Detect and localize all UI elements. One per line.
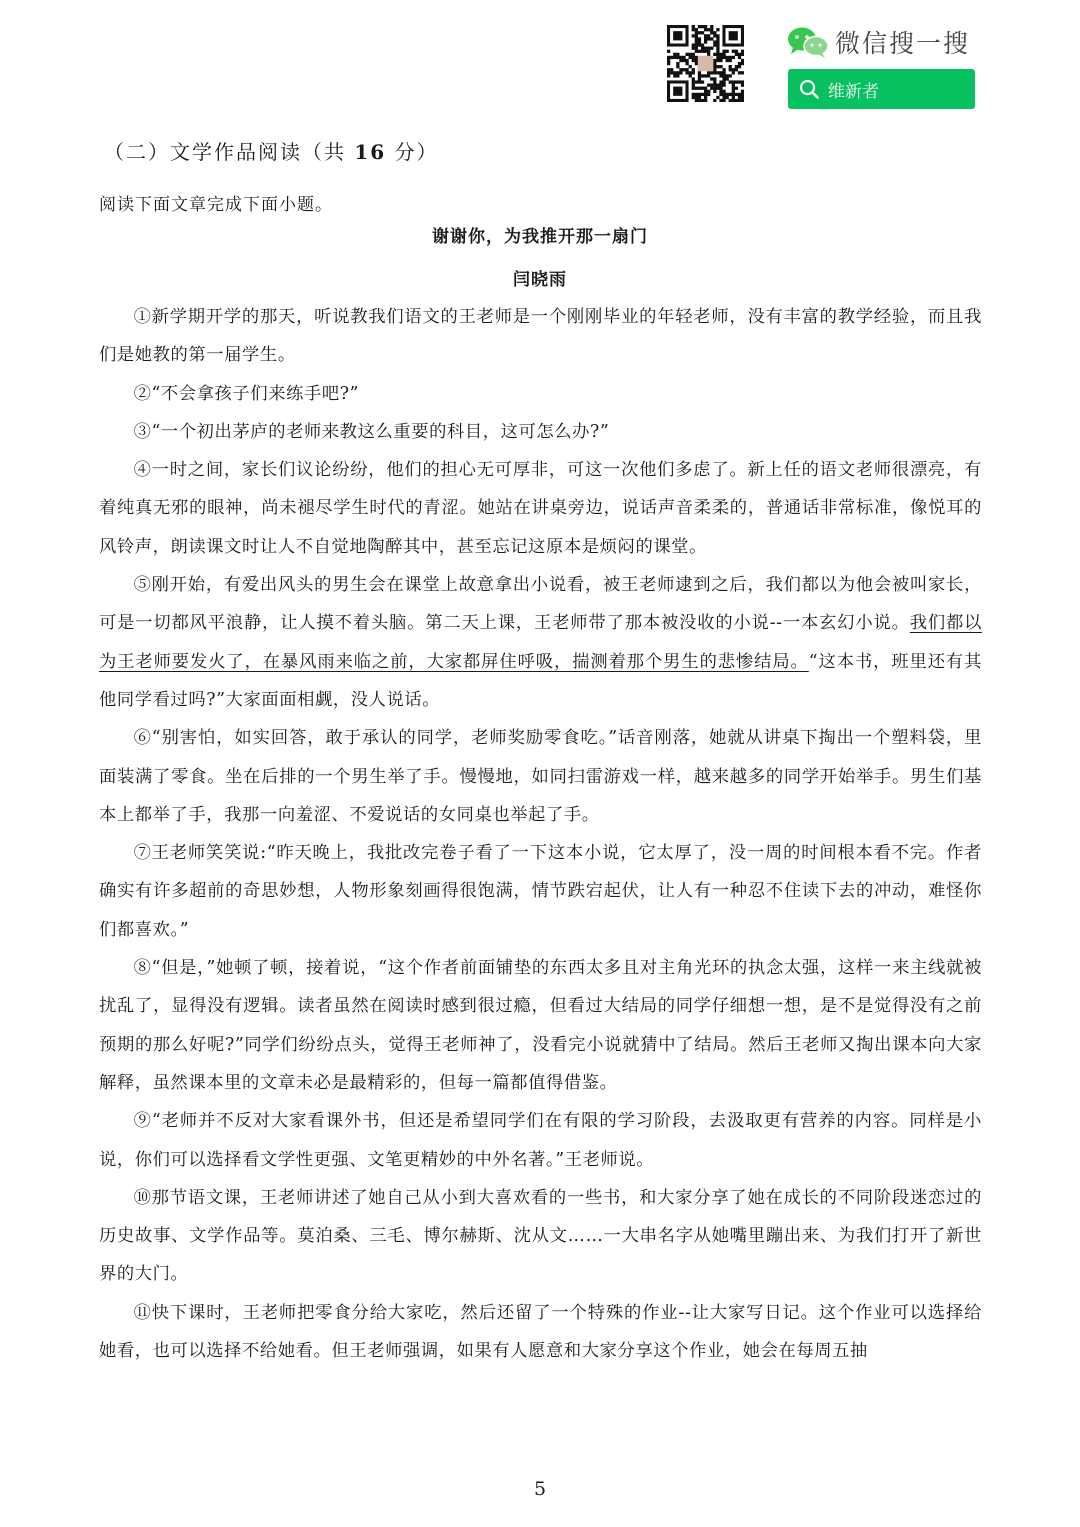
wechat-search-title: 微信搜一搜 (835, 29, 971, 58)
section-title-prefix: （二）文学作品阅读（共 (104, 140, 346, 164)
paragraph-3: ③“一个初出茅庐的老师来教这么重要的科目，这可怎么办?” (133, 421, 610, 442)
paragraph-6: ⑥“别害怕，如实回答，敢于承认的同学，老师奖励零食吃。”话音刚落，她就从讲桌下掏出一个塑料袋，里面装满了零食。坐在后排的一个男生举了手。慢慢地，如同扫雷游戏一样，越来越多的同学开始举手。男生们基本上都举了手，我那一向羞涩、不爱说话的女同桌也举起了手。 (99, 728, 982, 825)
qr-code-icon (667, 25, 744, 102)
section-title (104, 136, 439, 165)
search-button[interactable] (788, 69, 975, 109)
paragraph-5 (99, 566, 982, 719)
paragraph-9: ⑨“老师并不反对大家看课外书，但还是希望同学们在有限的学习阶段，去汲取更有营养的内容。同样是小说，你们可以选择看文学性更强、文笔更精妙的中外名著。”王老师说。 (99, 1111, 982, 1170)
search-icon (798, 78, 820, 100)
page-number: 5 (533, 1478, 547, 1500)
article-title: 谢谢你，为我推开那一扇门 (432, 227, 648, 247)
search-text: 维新者 (828, 82, 879, 102)
underlined-sentence: 我们都以为王老师要发火了，在暴风雨来临之前，大家都屏住呼吸，揣测着那个男生的悲惨结局。 (99, 613, 982, 672)
paragraph-5-text: ⑤刚开始，有爱出风头的男生会在课堂上故意拿出小说看，被王老师逮到之后，我们都以为他会被叫家长，可是一切都风平浪静，让人摸不着头脑。第二天上课，王老师带了那本被没收的小说--一本玄幻小说。 (99, 575, 982, 634)
paragraph-2: ②“不会拿孩子们来练手吧?” (133, 383, 360, 404)
paragraph-8: ⑧“但是，”她顿了顿，接着说，“这个作者前面铺垫的东西太多且对主角光环的执念太强，这样一来主线就被扰乱了，显得没有逻辑。读者虽然在阅读时感到很过瘾，但看过大结局的同学仔细想一想，是不是觉得没有之前预期的那么好呢?”同学们纷纷点头，觉得王老师神了，没看完小说就猜中了结局。然后王老师又掏出课本向大家解释，虽然课本里的文章未必是最精彩的，但每一篇都值得借鉴。 (99, 958, 982, 1093)
paragraph-4: ④一时之间，家长们议论纷纷，他们的担心无可厚非，可这一次他们多虑了。新上任的语文老师很漂亮，有着纯真无邪的眼神，尚未褪尽学生时代的青涩。她站在讲桌旁边，说话声音柔柔的，普通话非常标准，像悦耳的风铃声，朗读课文时让人不自觉地陶醉其中，甚至忘记这原本是烦闷的课堂。 (99, 460, 982, 557)
reading-instruction: 阅读下面文章完成下面小题。 (99, 195, 333, 215)
section-score: 16 (354, 140, 387, 164)
paragraph-5-tail: “这本书，班里还有其他同学看过吗?”大家面面相觑，没人说话。 (99, 651, 982, 710)
section-title-suffix: 分） (394, 140, 439, 164)
article-body (99, 298, 982, 1370)
paragraph-7: ⑦王老师笑笑说:“昨天晚上，我批改完卷子看了一下这本小说，它太厚了，没一周的时间根本看不完。作者确实有许多超前的奇思妙想，人物形象刻画得很饱满，情节跌宕起伏，让人有一种忍不住读下去的冲动，难怪你们都喜欢。” (99, 843, 982, 940)
article-author: 闫晓雨 (513, 270, 567, 290)
paragraph-10: ⑩那节语文课，王老师讲述了她自己从小到大喜欢看的一些书，和大家分享了她在成长的不同阶段迷恋过的历史故事、文学作品等。莫泊桑、三毛、博尔赫斯、沈从文……一大串名字从她嘴里蹦出来、为我们打开了新世界的大门。 (99, 1187, 982, 1285)
wechat-search-brand (787, 22, 987, 62)
wechat-logo-icon (787, 26, 829, 58)
paragraph-11: ⑪快下课时，王老师把零食分给大家吃，然后还留了一个特殊的作业--让大家写日记。这个作业可以选择给她看，也可以选择不给她看。但王老师强调，如果有人愿意和大家分享这个作业，她会在每周五抽 (99, 1302, 982, 1362)
paragraph-1: ①新学期开学的那天，听说教我们语文的王老师是一个刚刚毕业的年轻老师，没有丰富的教学经验，而且我们是她教的第一届学生。 (99, 307, 982, 366)
